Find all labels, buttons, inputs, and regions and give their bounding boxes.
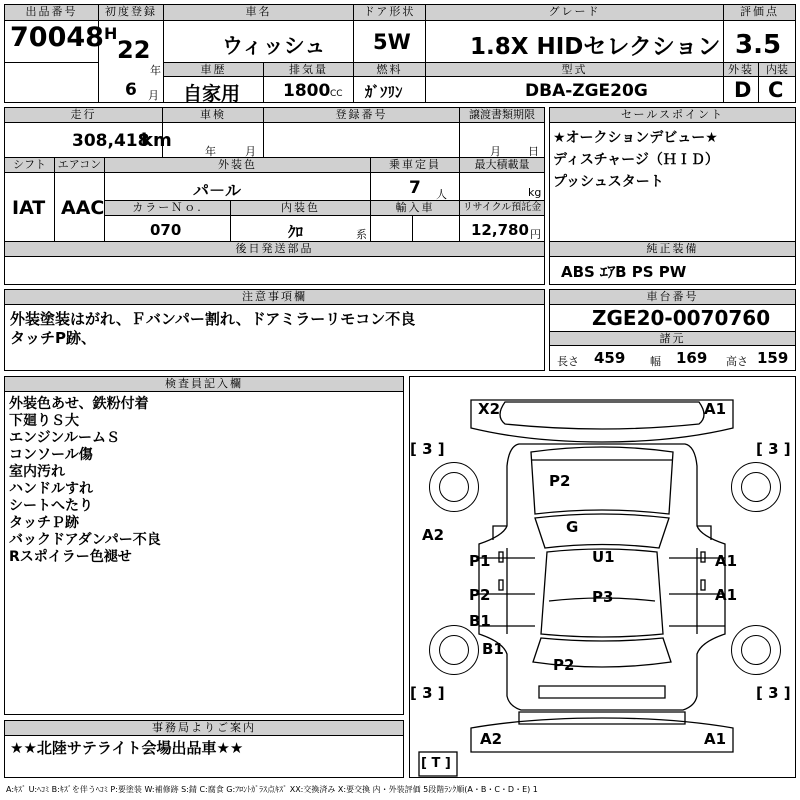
grade-label: グレード (426, 5, 723, 20)
hub-front-left (439, 472, 469, 502)
seats-unit: 人 (436, 188, 447, 201)
transfer-label: 譲渡書類期限 (460, 108, 544, 122)
inspector-line: タッチＰ跡 (9, 515, 79, 531)
era: H (104, 24, 118, 43)
length: 459 (594, 349, 626, 367)
ac-label: エアコン (55, 158, 104, 172)
inspector-line: Rスポイラー色褪せ (9, 549, 132, 565)
mark-hood: P2 (549, 472, 571, 490)
inspector-line: 室内汚れ (9, 464, 65, 480)
sales-line: ★オークションデビュー★ (553, 130, 718, 146)
mark-rear-door-left: P2 (469, 586, 491, 604)
reg-month: 6 (125, 80, 137, 100)
recycle-fee: 12,780 (471, 221, 529, 239)
ext-label: 外装 (724, 63, 758, 76)
height: 159 (757, 349, 789, 367)
mark-rear-left: A2 (480, 730, 503, 748)
mark-tire-fl: [ 3 ] (410, 440, 445, 458)
intcolor-unit: 系 (356, 228, 367, 241)
lot-number: 70048 (10, 22, 104, 53)
inspector-line: コンソール傷 (9, 447, 93, 463)
legend: A:ｷｽﾞ U:ﾍｺﾐ B:ｷｽﾞを伴うﾍｺﾐ P:要塗装 W:補修跡 S:錆 C:腐食 G:ﾌﾛﾝﾄｶﾞﾗｽ点ｷｽﾞ XX:交換済み X:要交換 内・外装評価 5段階ﾗﾝｸ順(A・B・C・D・E) 1 (6, 785, 538, 794)
mark-tire-fr: [ 3 ] (756, 440, 791, 458)
mileage: 308,418 (72, 131, 150, 151)
ext-score: D (734, 78, 752, 102)
mileage-unit: km (141, 130, 172, 151)
equipment-label: 純正装備 (550, 242, 795, 256)
color: パ－ル (193, 181, 242, 200)
inspector-line: 外装色あせ、鉄粉付着 (9, 396, 149, 412)
fuel: ｶﾞｿﾘﾝ (365, 83, 403, 101)
office-notice (10, 740, 243, 757)
mileage-label: 走行 (5, 108, 162, 122)
width-label: 幅 (650, 355, 661, 368)
shift-label: シフト (5, 158, 54, 172)
year-unit: 年 (150, 64, 161, 77)
inspector-line: 下廻りＳ大 (9, 413, 79, 429)
equipment: ABS ｴｱB PS PW (561, 263, 687, 281)
hub-rear-left (439, 635, 469, 665)
color-label: 外装色 (105, 158, 370, 172)
score: 3.5 (735, 30, 782, 60)
later-label: 後日発送部品 (5, 242, 544, 256)
length-label: 長さ (557, 355, 579, 368)
mark-tire-rl: [ 3 ] (410, 684, 445, 702)
regno-label: 登録番号 (264, 108, 459, 122)
inspector-notes (9, 396, 161, 566)
note-line: 外装塗装はがれ、Ｆバンパー割れ、ドアミラーリモコン不良 (10, 310, 416, 328)
model-label: 型式 (426, 63, 723, 76)
ac: AAC (61, 197, 105, 219)
car-outline (409, 376, 796, 778)
model-code: DBA-ZGE20G (525, 81, 648, 101)
color-number: 070 (150, 221, 182, 239)
shift: IAT (12, 197, 46, 219)
door-label: ドア形状 (354, 5, 425, 20)
import-label: 輸入車 (371, 201, 459, 215)
mark-front-right: A1 (704, 400, 727, 418)
mark-rear-quarter-left: B1 (482, 640, 504, 658)
reg-label: 初度登録 (99, 5, 163, 20)
sales-points (553, 130, 719, 191)
grade: 1.8X HIDセレクション (470, 34, 721, 60)
recycle-unit: 円 (530, 228, 541, 241)
mark-fender-left: A2 (422, 526, 445, 544)
displacement: 1800 (283, 81, 331, 101)
name-label: 車名 (164, 5, 353, 20)
transfer-month: 月 (490, 145, 501, 158)
mark-front-left: X2 (478, 400, 501, 418)
inspect-label: 車検 (163, 108, 263, 122)
load-unit: kg (528, 186, 542, 199)
hub-rear-right (741, 635, 771, 665)
note-line: タッチP跡、 (10, 329, 96, 347)
mark-back-door: P2 (553, 656, 575, 674)
chassis-label: 車台番号 (550, 290, 795, 304)
history: 自家用 (183, 83, 241, 105)
car-name: ウィッシュ (222, 34, 326, 58)
office-text: ★★北陸サテライト会場出品車★★ (10, 739, 244, 757)
chassis-number: ZGE20-0070760 (592, 306, 771, 330)
inspector-line: ハンドルすれ (9, 481, 93, 497)
intcolor-label: 内装色 (231, 201, 370, 215)
mark-rear-door-left-2: B1 (469, 612, 491, 630)
sales-line: プッシュスタート (553, 174, 664, 190)
seats-label: 乗車定員 (371, 158, 459, 172)
mark-roof-rear: P3 (592, 588, 614, 606)
sales-label: セールスポイント (550, 108, 795, 122)
lot-label: 出品番号 (5, 5, 98, 20)
mark-rear-right: A1 (704, 730, 727, 748)
history-label: 車歴 (164, 63, 263, 76)
hub-front-right (741, 472, 771, 502)
notes (10, 310, 415, 348)
month-unit: 月 (148, 89, 159, 102)
inspector-line: エンジンルームＳ (9, 430, 120, 446)
int-score: C (768, 78, 784, 102)
mark-rear-door-right: A1 (715, 586, 738, 604)
load-label: 最大積載量 (460, 158, 544, 172)
colorno-label: カラーＮｏ. (105, 201, 230, 215)
door-type: 5W (373, 30, 411, 54)
sales-line: ディスチャージ（ＨＩＤ） (553, 152, 719, 168)
inspect-month: 月 (245, 145, 256, 158)
dims-label: 諸元 (550, 332, 795, 345)
seats: 7 (409, 178, 421, 198)
transfer-day: 日 (528, 145, 539, 158)
mark-tire-rr: [ 3 ] (756, 684, 791, 702)
score-label: 評価点 (724, 5, 795, 20)
mark-spare: [ T ] (421, 756, 451, 771)
mark-front-door-left: P1 (469, 552, 491, 570)
inspector-line: バックドアダンパー不良 (9, 532, 161, 548)
inspector-line: シートへたり (9, 498, 93, 514)
mark-windshield: G (566, 518, 579, 536)
notes-label: 注意事項欄 (5, 290, 544, 304)
recycle-label: リサイクル預託金 (460, 201, 544, 215)
disp-unit: CC (330, 89, 343, 99)
height-label: 高さ (726, 355, 748, 368)
disp-label: 排気量 (264, 63, 353, 76)
office-label: 事務局よりご案内 (5, 721, 403, 735)
mark-roof-front: U1 (592, 548, 615, 566)
inspector-label: 検査員記入欄 (5, 377, 403, 391)
width: 169 (676, 349, 708, 367)
fuel-label: 燃料 (354, 63, 425, 76)
inspect-year: 年 (205, 145, 216, 158)
reg-year: 22 (117, 36, 151, 64)
mark-front-door-right: A1 (715, 552, 738, 570)
int-label: 内装 (759, 63, 795, 76)
interior-color: ｸﾛ (288, 223, 304, 241)
